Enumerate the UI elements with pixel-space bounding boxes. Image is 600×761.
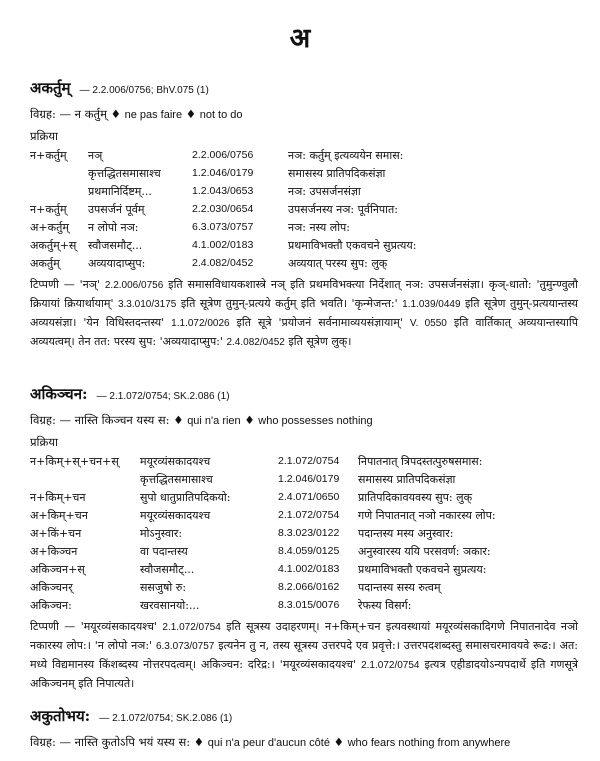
- step-form: अ+किम्+चन: [30, 508, 88, 522]
- prakriya-step: [30, 452, 496, 470]
- vigraha-sanskrit: — न कर्तुम्: [59, 107, 107, 121]
- entry-akartum: [30, 78, 578, 352]
- step-form: अकर्तुम्: [30, 256, 60, 270]
- tippani-text: इति वार्तिकात् अव्ययान्तस्यापि अव्ययत्वम्। तेन तत: परस्य सुप: 'अव्ययादाप्सुप:': [30, 316, 578, 348]
- step-description: अव्ययात् परस्य सुप: लुक्: [288, 256, 388, 270]
- step-rule: उपसर्जनं पूर्वम्: [88, 202, 145, 216]
- vigraha-english: who possesses nothing: [258, 415, 373, 427]
- step-rule: कृत्तद्धितसमासाश्च: [88, 166, 161, 180]
- tippani-text: इति सूत्रेण तुमुन्-प्रत्यये कर्तुम् इति भवति। 'कृन्मेजन्त:': [176, 297, 403, 310]
- tippani-text: इति सूत्रेण लुक्।: [284, 335, 352, 348]
- tippani-text: इति समासविधायकशास्त्रे नञ् इति प्रथमविभक्त्या निर्देशात् नञ: उपसर्जनसंज्ञा। कृञ्-धातो: 'तुमुन्ण्वुलौ क्रियायां क्रियार्थायाम्': [30, 278, 578, 310]
- step-form: न+किम्+चन: [30, 490, 86, 504]
- step-form: अ+किं+चन: [30, 526, 82, 540]
- step-form: न+कर्तुम्: [30, 202, 67, 216]
- headword-reference: — 2.1.072/0754; SK.2.086 (1): [96, 391, 230, 402]
- step-description: समासस्य प्रातिपदिकसंज्ञा: [288, 166, 386, 180]
- tippani-reference: 2.4.082/0452: [226, 337, 285, 348]
- vigraha-english: who fears nothing from anywhere: [347, 737, 511, 749]
- step-rule: नञ्: [88, 148, 103, 162]
- step-description: पदान्तस्य मस्य अनुस्वार:: [358, 526, 454, 540]
- tippani-text: इति सूत्रेण तुमुन्-प्रत्ययान्तस्य अव्ययसंज्ञा। 'येन विधिस्तदन्तस्य': [30, 297, 579, 329]
- step-description: नञ: उपसर्जनसंज्ञा: [288, 184, 361, 198]
- headword-reference: — 2.2.006/0756; BhV.075 (1): [79, 85, 209, 96]
- tippani-text: इति सूत्रस्य उदाहरणम्। न+किम्+चन इत्यवस्थायां मयूरव्यंसकादिगणे निपातनादेव नञो नकारस्य लोप:। 'न लोपो नञ:': [30, 620, 578, 652]
- prakriya-step: [30, 542, 496, 560]
- prakriya-label: प्रक्रिया: [30, 435, 59, 449]
- prakriya-step: [30, 218, 417, 236]
- step-rule: प्रथमानिर्दिष्टम्...: [88, 184, 152, 198]
- step-reference: 8.4.059/0125: [278, 545, 340, 557]
- vigraha-english: not to do: [199, 109, 243, 121]
- diamond-icon: ♦: [185, 107, 197, 121]
- prakriya-step: [30, 254, 417, 272]
- headword: अकर्तुम्: [30, 79, 71, 97]
- headword: अकुतोभय:: [30, 707, 91, 725]
- diamond-icon: ♦: [193, 735, 205, 749]
- vigraha-label: विग्रह:: [30, 735, 56, 749]
- step-rule: अव्ययादाप्सुप:: [88, 256, 146, 270]
- entry-head: [30, 706, 578, 726]
- step-description: अनुस्वारस्य ययि परसवर्ण: ञकार:: [358, 544, 491, 558]
- step-rule: कृत्तद्धितसमासाश्च: [140, 472, 213, 486]
- step-description: उपसर्जनस्य नञ: पूर्वनिपात:: [288, 202, 398, 216]
- step-form: [30, 164, 88, 182]
- prakriya-step: [30, 236, 417, 254]
- step-description: प्रथमाविभक्तौ एकवचने सुप्रत्यय:: [288, 238, 417, 252]
- diamond-icon: ♦: [244, 413, 255, 427]
- entry-head: [30, 78, 578, 98]
- step-description: नञ: नस्य लोप:: [288, 220, 350, 234]
- headword-reference: — 2.1.072/0754; SK.2.086 (1): [99, 713, 233, 724]
- step-reference: 6.3.073/0757: [192, 221, 254, 233]
- step-rule: वा पदान्तस्य: [140, 544, 188, 558]
- step-form: अकिञ्चनर्: [30, 580, 73, 594]
- vigraha-label: विग्रह:: [30, 107, 56, 121]
- diamond-icon: ♦: [173, 413, 184, 427]
- tippani-reference: 1.1.039/0449: [402, 299, 461, 310]
- entry-akutobhaya: [30, 706, 578, 750]
- step-reference: 2.4.071/0650: [278, 491, 340, 503]
- tippani-text: इति सूत्रे 'प्रयोजनं सर्वनामाव्ययसंज्ञायाम्': [229, 316, 410, 329]
- tippani-reference: 1.1.072/0026: [171, 318, 230, 329]
- step-reference: 1.2.046/0179: [278, 473, 340, 485]
- page-letter: अ: [289, 23, 311, 54]
- entry-head: [30, 384, 578, 404]
- tippani-reference: 3.3.010/3175: [117, 299, 177, 310]
- tippani-text: इत्यनेन तु न, तस्य सूत्रस्य उत्तरपदे एव प्रवृत्ते:। उत्तरपदशब्दस्तु समासचरमावयवे रूढ:। अत: मध्ये विद्यमानस्य किंशब्दस्य नोत्तरपदत्वम्। अकिञ्चन: दरिद्र:। 'मयूरव्यंसकादयश्च': [30, 639, 578, 671]
- step-rule: ससजुषो रु:: [140, 580, 187, 594]
- step-form: अकर्तुम्+स्: [30, 238, 77, 252]
- tippani: [30, 618, 578, 693]
- vigraha-sanskrit: — नास्ति किञ्चन यस्य स:: [59, 413, 170, 427]
- step-description: गणे निपातनात् नञो नकारस्य लोप:: [358, 508, 496, 522]
- step-rule: मयूरव्यंसकादयश्च: [140, 454, 211, 468]
- step-reference: 8.2.066/0162: [278, 581, 340, 593]
- vigraha-label: विग्रह:: [30, 413, 56, 427]
- tippani-reference: 6.3.073/0757: [155, 641, 215, 652]
- step-form: अकिञ्चन+स्: [30, 562, 85, 576]
- step-form: [30, 470, 140, 488]
- prakriya-step: [30, 182, 417, 200]
- prakriya-table: [30, 452, 496, 614]
- step-reference: 2.1.072/0754: [278, 455, 340, 467]
- tippani-text: टिप्पणी — 'मयूरव्यंसकादयश्च': [30, 620, 163, 633]
- step-description: पदान्तस्य सस्य रुत्वम्: [358, 580, 441, 594]
- prakriya-table: [30, 146, 417, 272]
- step-reference: 2.1.072/0754: [278, 509, 340, 521]
- entry-akincana: [30, 384, 578, 693]
- step-description: प्रथमाविभक्तौ एकवचने सुप्रत्यय:: [358, 562, 487, 576]
- step-form: अ+किञ्चन: [30, 544, 78, 558]
- step-reference: 4.1.002/0183: [192, 239, 254, 251]
- tippani-text: टिप्पणी — 'नञ्': [30, 278, 105, 291]
- step-rule: न लोपो नञ:: [88, 220, 139, 234]
- vigraha: [30, 413, 578, 428]
- prakriya-step: [30, 524, 496, 542]
- diamond-icon: ♦: [333, 735, 344, 749]
- prakriya-step: [30, 506, 496, 524]
- step-reference: 2.4.082/0452: [192, 257, 254, 269]
- step-reference: 2.2.006/0756: [192, 149, 254, 161]
- diamond-icon: ♦: [110, 107, 121, 121]
- prakriya-step: [30, 578, 496, 596]
- tippani-reference: 2.1.072/0754: [162, 622, 221, 633]
- step-rule: स्वौजसमौट्...: [88, 238, 143, 252]
- vigraha-french: qui n'a peur d'aucun côté: [207, 737, 330, 749]
- step-description: रेफस्य विसर्ग:: [358, 598, 412, 612]
- vigraha-french: ne pas faire: [124, 109, 183, 121]
- step-form: न+कर्तुम्: [30, 148, 67, 162]
- prakriya-step: [30, 488, 496, 506]
- vigraha-french: qui n'a rien: [187, 415, 241, 427]
- step-form: अ+कर्तुम्: [30, 220, 69, 234]
- tippani-reference: 2.1.072/0754: [361, 660, 420, 671]
- step-rule: सुपो धातुप्रातिपदिकयो:: [140, 490, 231, 504]
- tippani-reference: V. 0550: [409, 318, 447, 329]
- prakriya-step: [30, 164, 417, 182]
- step-description: समासस्य प्रातिपदिकसंज्ञा: [358, 472, 456, 486]
- tippani: [30, 276, 578, 352]
- prakriya-step: [30, 146, 417, 164]
- step-reference: 1.2.046/0179: [192, 167, 254, 179]
- prakriya-step: [30, 596, 496, 614]
- step-form: अकिञ्चन:: [30, 598, 72, 612]
- step-form: न+किम्+स्+चन+स्: [30, 454, 119, 468]
- step-description: प्रातिपदिकावयवस्य सुप: लुक्: [358, 490, 473, 504]
- tippani-reference: 2.2.006/0756: [104, 280, 164, 291]
- vigraha: [30, 735, 578, 750]
- step-reference: 2.2.030/0654: [192, 203, 254, 215]
- step-description: निपातनात् त्रिपदस्तत्पुरुषसमास:: [358, 454, 483, 468]
- step-reference: 8.3.015/0076: [278, 599, 340, 611]
- tippani-text: इत्यत्र एहीडादयोऽन्यपदार्थे इति गणसूत्रे अकिञ्चनम् इति निपात्यते।: [30, 658, 578, 690]
- step-reference: 1.2.043/0653: [192, 185, 254, 197]
- prakriya-step: [30, 470, 496, 488]
- prakriya-step: [30, 200, 417, 218]
- step-rule: स्वौजसमौट्...: [140, 562, 195, 576]
- headword: अकिञ्चन:: [30, 385, 88, 403]
- step-reference: 8.3.023/0122: [278, 527, 340, 539]
- step-rule: मयूरव्यंसकादयश्च: [140, 508, 211, 522]
- step-description: नञ: कर्तुम् इत्यव्ययेन समास:: [288, 148, 404, 162]
- prakriya-step: [30, 560, 496, 578]
- prakriya-label: प्रक्रिया: [30, 129, 59, 143]
- vigraha: [30, 107, 578, 122]
- step-reference: 4.1.002/0183: [278, 563, 340, 575]
- step-rule: खरवसानयो:...: [140, 598, 200, 612]
- step-rule: मोऽनुस्वार:: [140, 526, 183, 540]
- vigraha-sanskrit: — नास्ति कुतोऽपि भयं यस्य स:: [59, 735, 191, 749]
- step-form: [30, 182, 88, 200]
